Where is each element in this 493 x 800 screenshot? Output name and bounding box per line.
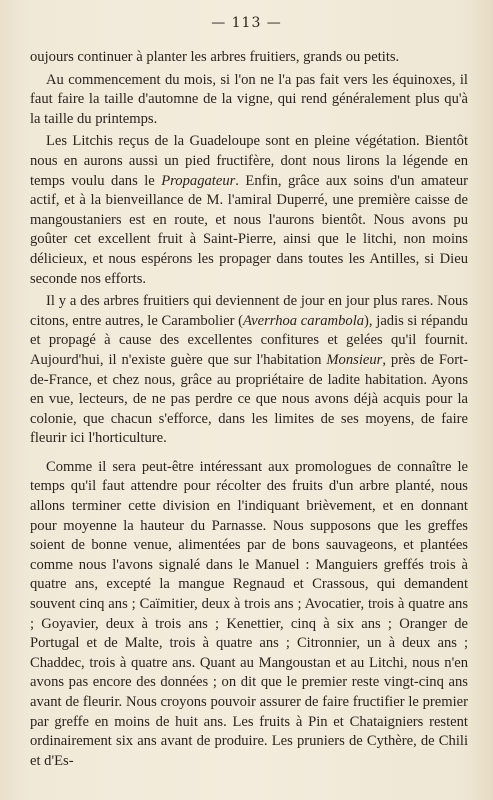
text-run: Comme il sera peut-être intéressant aux promologues de connaître le temps qu'il faut attendre pour récolter des fruits d'un arbre planté, nous allons terminer cette division en l'indiquant brièvement, et en donnant pour moyenne la hauteur du Parnasse. Nous supposons que les greffes soient de bonne venue, alimentées par de bons sauvageons, et plantées comme nous l'avons signalé dans le Manuel : Manguiers greffés trois à quatre ans, excepté la mangue Regnaud et Crassous, qui demandent souvent cinq ans ; Caïmitier, deux à trois ans ; Avocatier, trois à quatre ans ; Goyavier, deux à trois ans ; Kenettier, cinq à six ans ; Oranger de Portugal et de Malte, trois à quatre ans ; Citronnier, un à deux ans ; Chaddec, trois à quatre ans. Quant au Mangoustan et au Litchi, nous n'en avons pas encore des données ; on dit que le premier reste vingt-cinq ans avant de fleurir. Nous croyons pouvoir assurer de faire fructifier le premier par greffe en moins de huit ans. Les fruits à Pin et Chataigniers restent ordinairement six ans avant de produire. Les pruniers de Cythère, de Chili et d'Es- — [30, 458, 468, 769]
page-number: — 113 — — [211, 15, 282, 31]
text-run: Au commencement du mois, si l'on ne l'a pas fait vers les équinoxes, il faut faire la taille d'automne de la vigne, qui rend généralement plus qu'à la taille du printemps. — [30, 71, 468, 127]
italic-text: Monsieur — [326, 351, 383, 368]
body-text — [30, 48, 468, 774]
text-run: ), jadis si répandu et propagé à cause des excellentes confitures et gelées qu'il fournit. Aujourd'hui, il n'existe guère que sur l'habitation — [30, 312, 468, 368]
paragraph-fruiting-times — [30, 458, 468, 772]
paragraph-litchis — [30, 132, 468, 289]
italic-text: Propagateur — [161, 172, 236, 189]
text-run: oujours continuer à planter les arbres fruitiers, grands ou petits. — [30, 49, 400, 65]
italic-text: Averrhoa carambola — [243, 312, 365, 329]
paragraph-vine-pruning — [30, 71, 468, 130]
text-run: Les Litchis reçus de la Guadeloupe sont en pleine végétation. Bientôt nous en aurons aussi un pied fructifère, dont nous lirons la légende en temps voulu dans le — [30, 133, 468, 189]
text-run: , près de Fort-de-France, et chez nous, grâce au propriétaire de ladite habitation. Ayons en vue, lecteurs, de ne pas perdre ce que nous avons déjà acquis pour la colonie, que chacun s'efforce, dans les limites de ses moyens, de faire fleurir ici l'horticulture. — [30, 351, 469, 447]
paragraph-continuation — [30, 48, 468, 68]
text-run: . Enfin, grâce aux soins d'un amateur actif, et à la bienveillance de M. l'amiral Duperré, une première caisse de mangoustaniers est en route, et nous l'aurons bientôt. Nous avons pu goûter cet excellent fruit à Saint-Pierre, ainsi que le litchi, non moins délicieux, et nous espérons les propager dans toutes les Antilles, si Dieu seconde nos efforts. — [30, 172, 468, 287]
text-run: Il y a des arbres fruitiers qui deviennent de jour en jour plus rares. Nous citons, entre autres, le Carambolier ( — [30, 293, 468, 329]
paragraph-carambolier — [30, 292, 468, 449]
